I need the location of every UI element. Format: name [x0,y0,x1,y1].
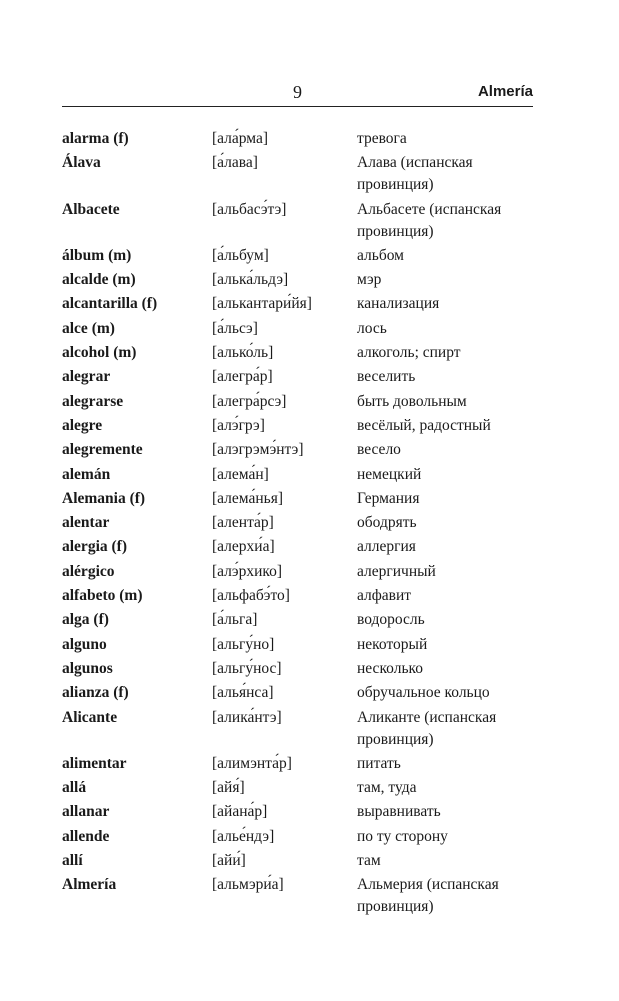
entry-translation: выравнивать [357,803,441,821]
entry-term: Albacete [62,200,120,218]
entry-term: alentar [62,514,110,532]
entry-transcription: [альмэри́а] [212,876,284,894]
entry-transcription: [алерхи́а] [212,538,275,556]
entry-term: alianza (f) [62,684,129,702]
entry-transcription: [алегра́рсэ] [212,392,287,410]
entry-translation: Алава (испанская провинция) [357,154,473,194]
entry-translation: быть довольным [357,392,467,410]
entry-term: alemán [62,465,111,483]
entry-term: alcohol (m) [62,344,137,362]
entry-term: allanar [62,803,110,821]
entry-transcription: [алика́нтэ] [212,708,282,726]
dictionary-entry [62,801,533,823]
entry-transcription: [алэгрэмэ́нтэ] [212,441,304,459]
entry-transcription: [алимэнта́р] [212,754,292,772]
dictionary-entry [62,512,533,534]
entry-translation: там [357,852,381,870]
entry-translation: аллергия [357,538,416,556]
entry-translation: несколько [357,659,424,677]
entry-translation: питать [357,754,401,772]
dictionary-entry [62,609,533,631]
dictionary-entry [62,777,533,799]
entry-translation: Аликанте (испанская провинция) [357,708,497,748]
entry-term: alegrar [62,368,111,386]
entry-term: alguno [62,635,107,653]
dictionary-entry [62,874,533,918]
entry-translation: по ту сторону [357,827,448,845]
entry-transcription: [алегра́р] [212,368,273,386]
dictionary-entry [62,753,533,775]
entry-translation: веселить [357,368,416,386]
entry-term: alegre [62,416,103,434]
entry-transcription: [алема́нья] [212,489,284,507]
entry-term: allí [62,852,83,870]
entry-term: Alemania (f) [62,489,146,507]
entry-translation: Альбасете (испанская провинция) [357,200,502,240]
entry-translation: альбом [357,246,404,264]
entry-term: alga (f) [62,611,109,629]
entry-term: Almería [62,876,117,894]
dictionary-entry [62,850,533,872]
dictionary-entry [62,585,533,607]
entry-transcription: [алько́ль] [212,344,274,362]
entry-translation: алфавит [357,587,412,605]
entry-transcription: [а́льсэ] [212,319,258,337]
dictionary-entry [62,318,533,340]
dictionary-entries [62,128,533,921]
entry-term: alérgico [62,562,115,580]
entry-term: alce (m) [62,319,115,337]
entry-transcription: [альгу́нос] [212,659,282,677]
entry-term: alarma (f) [62,130,129,147]
entry-translation: обручальное кольцо [357,684,490,702]
entry-translation: канализация [357,295,440,313]
dictionary-entry [62,682,533,704]
page-number: 9 [293,82,302,102]
dictionary-entry [62,245,533,267]
entry-transcription: [алья́нса] [212,684,274,702]
entry-term: Alicante [62,708,118,726]
page-header [62,82,533,104]
entry-transcription: [альфабэ́то] [212,587,290,605]
entry-transcription: [айи́] [212,852,246,870]
entry-term: alegrarse [62,392,124,410]
entry-transcription: [алента́р] [212,514,274,532]
entry-transcription: [алэ́рхико] [212,562,283,580]
entry-translation: алергичный [357,562,436,580]
entry-translation: ободрять [357,514,417,532]
dictionary-entry [62,415,533,437]
dictionary-entry [62,342,533,364]
dictionary-entry [62,536,533,558]
dictionary-entry [62,152,533,196]
entry-translation: водоросль [357,611,425,629]
dictionary-entry [62,826,533,848]
entry-transcription: [айя́] [212,779,245,797]
entry-transcription: [алэ́грэ] [212,416,265,434]
entry-term: alcalde (m) [62,271,136,289]
dictionary-entry [62,561,533,583]
entry-transcription: [алькантари́йя] [212,295,312,313]
dictionary-entry [62,269,533,291]
entry-translation: тревога [357,130,407,147]
entry-term: alimentar [62,754,127,772]
entry-translation: алкоголь; спирт [357,344,461,362]
entry-translation: весело [357,441,401,459]
entry-transcription: [айана́р] [212,803,268,821]
entry-transcription: [а́льбум] [212,246,269,264]
entry-translation: некоторый [357,635,428,653]
entry-translation: немецкий [357,465,422,483]
entry-transcription: [алька́льдэ] [212,271,289,289]
dictionary-entry [62,634,533,656]
entry-term: Álava [62,154,101,172]
entry-transcription: [алема́н] [212,465,269,483]
dictionary-entry [62,464,533,486]
entry-transcription: [алье́ндэ] [212,827,275,845]
entry-term: álbum (m) [62,246,132,264]
entry-term: algunos [62,659,113,677]
entry-term: allende [62,827,110,845]
dictionary-entry [62,391,533,413]
entry-translation: лось [357,319,387,337]
dictionary-entry [62,658,533,680]
dictionary-entry [62,366,533,388]
entry-transcription: [ала́рма] [212,130,269,147]
entry-transcription: [альгу́но] [212,635,275,653]
dictionary-entry [62,488,533,510]
entry-term: alfabeto (m) [62,587,143,605]
entry-term: alegremente [62,441,143,459]
dictionary-entry [62,707,533,751]
entry-term: alergia (f) [62,538,127,556]
entry-term: alcantarilla (f) [62,295,158,313]
entry-translation: Альмерия (испанская провинция) [357,876,499,916]
dictionary-entry [62,128,533,150]
entry-translation: там, туда [357,779,417,797]
entry-translation: мэр [357,271,382,289]
running-head: Almería [477,83,533,100]
dictionary-entry [62,293,533,315]
entry-term: allá [62,779,87,797]
entry-translation: Германия [357,489,420,507]
entry-transcription: [а́льга] [212,611,258,629]
dictionary-entry [62,199,533,243]
dictionary-entry [62,439,533,461]
entry-transcription: [а́лава] [212,154,258,172]
entry-transcription: [альбасэ́тэ] [212,200,287,218]
header-rule [62,106,533,107]
entry-translation: весёлый, радостный [357,416,491,434]
